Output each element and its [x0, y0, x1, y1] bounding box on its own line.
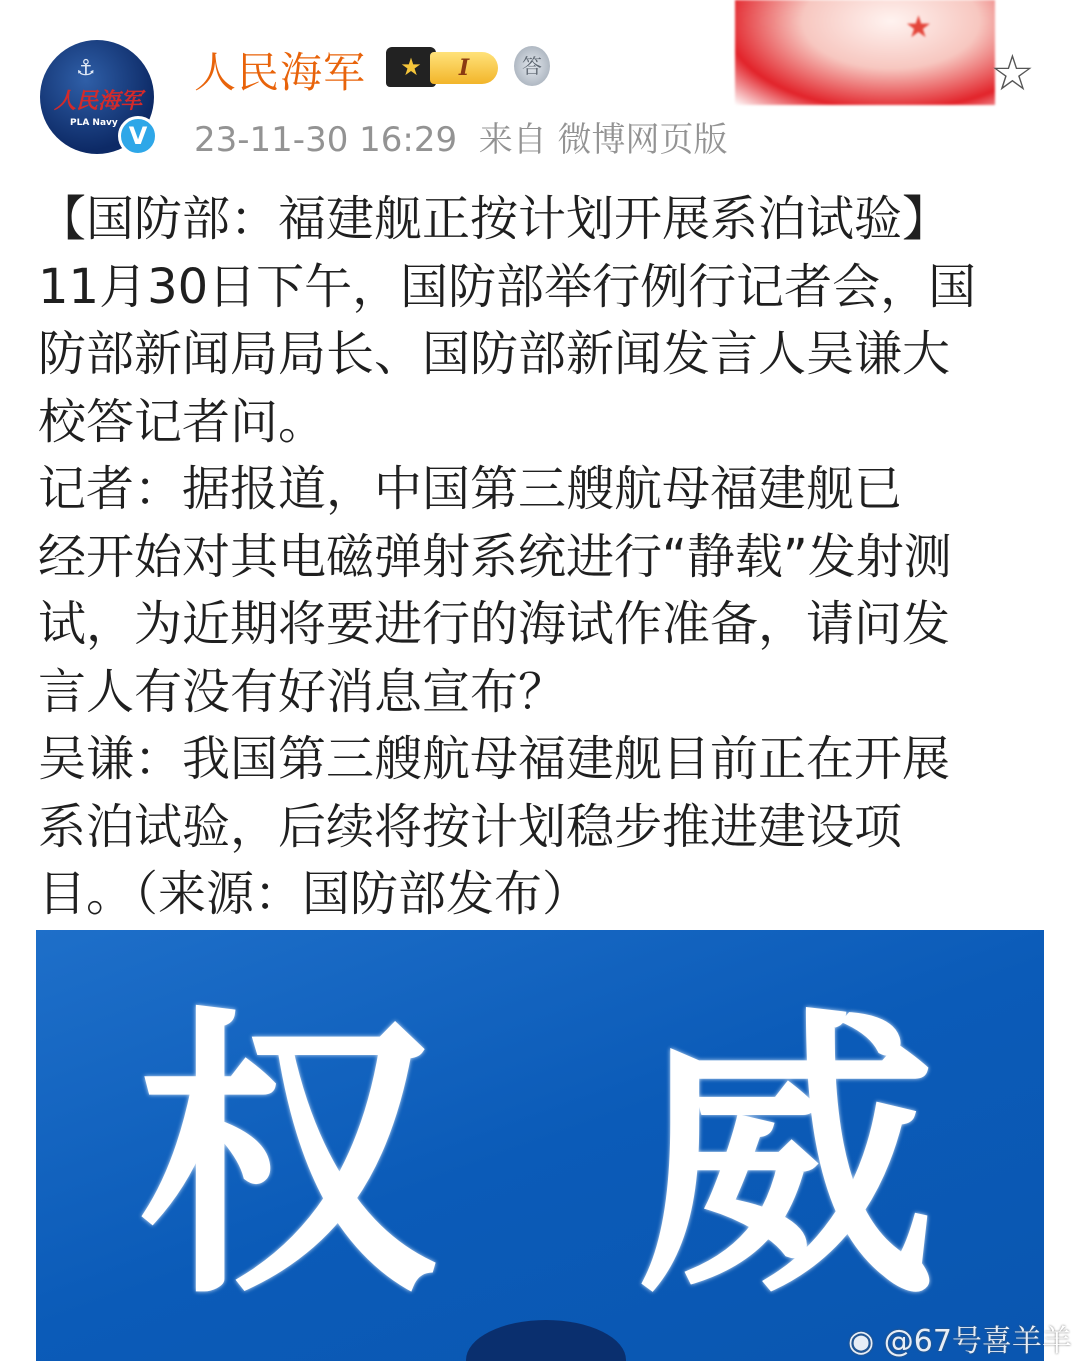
text-line: 试，为近期将要进行的海试作准备，请问发 — [38, 596, 951, 652]
post-header — [0, 0, 1080, 180]
image-decor — [466, 1320, 626, 1361]
post-meta — [194, 112, 728, 161]
decor-banner — [735, 0, 995, 105]
image-char-2: 威 — [636, 985, 936, 1334]
watermark — [848, 1316, 1072, 1360]
crown-icon[interactable]: ★ — [386, 47, 436, 87]
text-line: 经开始对其电磁弹射系统进行“静载”发射测 — [38, 528, 952, 585]
post-time: 23-11-30 16:29 — [194, 120, 458, 160]
text-line: 11月30日下午，国防部举行例行记者会，国 — [38, 258, 977, 315]
text-line: 目。（来源：国防部发布） — [38, 866, 591, 922]
avatar-calligraphy: 人民海军 — [54, 88, 143, 114]
verified-badge-icon: V — [118, 116, 158, 156]
post-source: 来自 微博网页版 — [478, 120, 728, 160]
post-text — [38, 186, 1048, 929]
anchor-icon: ⚓ — [76, 56, 96, 81]
emblem-star-icon: ★ — [905, 10, 932, 45]
text-line: 言人有没有好消息宣布？ — [38, 663, 567, 720]
text-line: 校答记者问。 — [38, 393, 327, 450]
text-line: 系泊试验，后续将按计划稳步推进建设项 — [38, 798, 903, 855]
text-line: 【国防部：福建舰正按计划开展系泊试验】 — [38, 191, 951, 247]
answer-medal-icon[interactable]: 答 — [514, 46, 550, 86]
text-line: 记者：据报道，中国第三艘航母福建舰已 — [38, 461, 903, 517]
user-name[interactable]: 人民海军 — [194, 48, 367, 97]
text-line: 防部新闻局局长、国防部新闻发言人吴谦大 — [38, 326, 951, 382]
watermark-text: @67号喜羊羊 — [883, 1324, 1072, 1359]
vip-level-badge[interactable]: I — [430, 52, 498, 84]
text-line: 吴谦：我国第三艘航母福建舰目前正在开展 — [38, 731, 951, 787]
image-char-1: 权 — [136, 985, 436, 1334]
star-outline-icon[interactable]: ☆ — [990, 44, 1035, 102]
weibo-logo-icon: ◉ — [848, 1324, 875, 1359]
post-image[interactable] — [36, 930, 1044, 1361]
avatar-subtext: PLA Navy — [70, 118, 118, 128]
